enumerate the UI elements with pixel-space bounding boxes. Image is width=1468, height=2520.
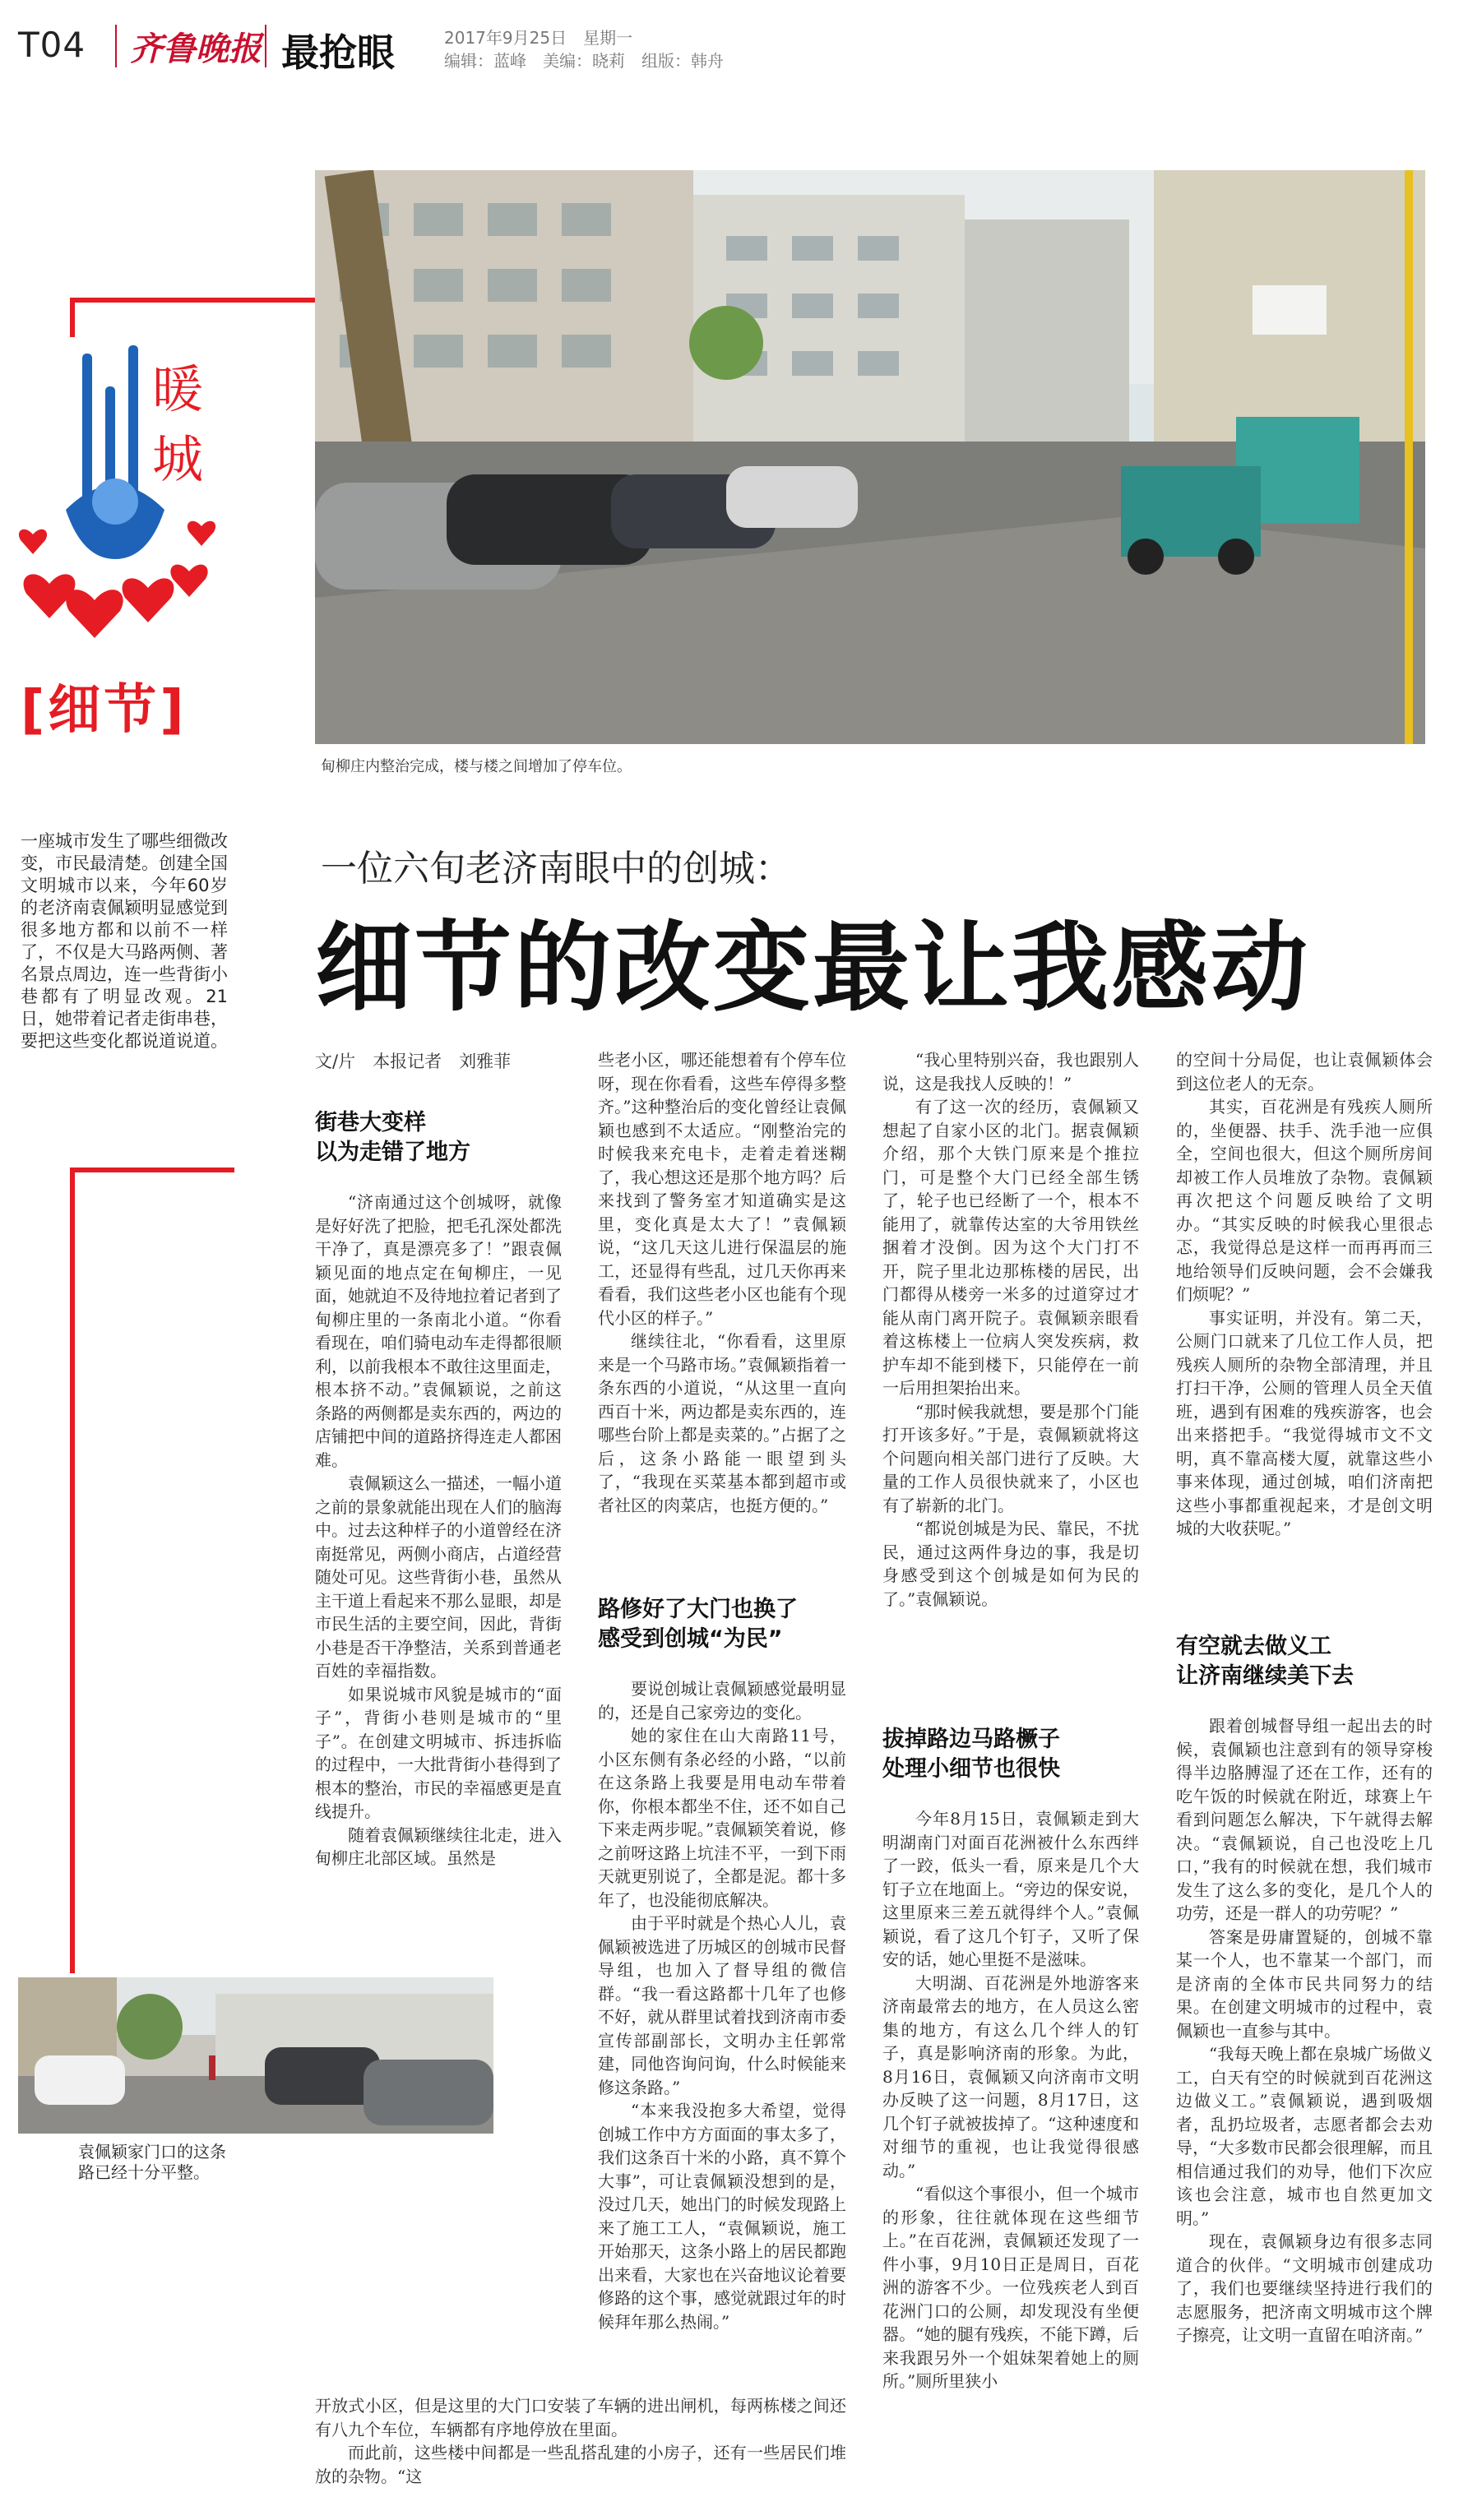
paragraph: 今年8月15日，袁佩颖走到大明湖南门对面百花洲被什么东西绊了一跤，低头一看，原来是几个大钉子立在地面上。“旁边的保安说，这里原来三差五就得绊个人。”袁佩颖说，看了这几个钉子，又听了保安的话，她心里挺不是滋味。 (882, 1809, 1139, 1969)
article-column (882, 1807, 1139, 2510)
subhead: 拔掉路边马路橛子 处理小细节也很快 (882, 1727, 1060, 1782)
paragraph: 其实，百花洲是有残疾人厕所的，坐便器、扶手、洗手池一应俱全，空间也很大，但这个厕所房间却被工作人员堆放了杂物。袁佩颖再次把这个问题反映给了文明办。“其实反映的时候我心里很忐忑，我觉得总是这样一而再再而三地给领导们反映问题，会不会嫌我们烦呢？” (1176, 1097, 1433, 1304)
paragraph: 继续往北，“你看看，这里原来是一个马路市场。”袁佩颖指着一条东西的小道说，“从这里一直向西百十米，两边都是卖东西的，连哪些台阶上都是卖菜的。”占据了之后，这条小路能一眼望到头了，“我现在买菜基本都到超市或者社区的肉菜店，也挺方便的。” (598, 1331, 846, 1515)
top-photo-caption: 甸柳庄内整治完成，楼与楼之间增加了停车位。 (321, 758, 632, 775)
frame-line (70, 298, 75, 337)
paragraph: “济南通过这个创城呀，就像是好好洗了把脸，把毛孔深处都洗干净了，真是漂亮多了！”跟袁佩颖见面的地点定在甸柳庄，一见面，她就迫不及待地拉着记者到了甸柳庄里的一条南北小道。“你看看现在，咱们骑电动车走得都很顺利，以前我根本不敢往这里面走，根本挤不动。”袁佩颖说，之前这条路的两侧都是卖东西的，两边的店铺把中间的道路挤得连走人都困难。 (315, 1192, 562, 1470)
paragraph: 而此前，这些楼中间都是一些乱搭乱建的小房子，还有一些居民们堆放的杂物。“这 (315, 2443, 846, 2486)
byline: 文/片 本报记者 刘雅菲 (315, 1052, 512, 1071)
section-title: 最抢眼 (281, 30, 395, 75)
header-divider (265, 25, 266, 67)
paragraph: 的空间十分局促，也让袁佩颖体会到这位老人的无奈。 (1176, 1050, 1433, 1094)
paragraph: 有了这一次的经历，袁佩颖又想起了自家小区的北门。据袁佩颖介绍，那个大铁门原来是个推拉门，可是整个大门已经全部生锈了，轮子也已经断了一个，根本不能用了，就靠传达室的大爷用铁丝捆着才没倒。因为这个大门打不开，院子里北边那栋楼的居民，出门都得从楼旁一米多的过道穿过才能从南门离开院子。袁佩颖亲眼看着这栋楼上一位病人突发疾病，救护车却不能到楼下，只能停在一前一后用担架抬出来。 (882, 1097, 1139, 1398)
paragraph: 答案是毋庸置疑的，创城不靠某一个人，也不靠某一个部门，而是济南的全体市民共同努力的结果。在创建文明城市的过程中，袁佩颖也一直参与其中。 (1176, 1926, 1433, 2041)
staff-credits: 编辑：蓝峰 美编：晓莉 组版：韩舟 (444, 51, 724, 71)
bottom-photo (18, 1977, 493, 2134)
paragraph: “我心里特别兴奋，我也跟别人说，这是我找人反映的！” (882, 1050, 1139, 1094)
paragraph: 大明湖、百花洲是外地游客来济南最常去的地方，在人员这么密集的地方，有这么几个绊人的钉子，真是影响济南的形象。为此，8月16日，袁佩颖又向济南市文明办反映了这一问题，8月17日，这几个钉子就被拔掉了。“这种速度和对细节的重视，也让我觉得很感动。” (882, 1972, 1139, 2180)
paragraph: 由于平时就是个热心人儿，袁佩颖被选进了历城区的创城市民督导组，也加入了督导组的微信群。“我一看这路都十几年了也修不好，就从群里试着找到济南市委宣传部副部长，文明办主任郭常建，同他咨询问询，什么时候能来修这条路。” (598, 1913, 846, 2097)
article-column (598, 1677, 846, 2393)
subhead: 街巷大变样 以为走错了地方 (315, 1110, 470, 1165)
subhead: 路修好了大门也换了 感受到创城“为民” (598, 1597, 798, 1652)
headline-kicker: 一位六旬老济南眼中的创城： (321, 848, 791, 890)
newspaper-name: 齐鲁晚报 (130, 30, 262, 68)
article-column (315, 1191, 562, 1980)
paragraph: 跟着创城督导组一起出去的时候，袁佩颖也注意到有的领导穿梭得半边胳膊湿了还在工作，还有的吃午饭的时候就在附近，球赛上午看到问题怎么解决，下午就得去解决。“袁佩颖说，自己也没吃上几口，”我有的时候就在想，我们城市发生了这么多的变化，是几个人的功劳，还是一群人的功劳呢？” (1176, 1716, 1433, 1923)
paragraph: 袁佩颖这么一描述，一幅小道之前的景象就能出现在人们的脑海中。过去这种样子的小道曾经在济南挺常见，两侧小商店，占道经营随处可见。这些背街小巷，虽然从主干道上看起来不那么显眼，却是市民生活的主要空间，因此，背街小巷是否干净整洁，关系到普通老百姓的幸福指数。 (315, 1473, 562, 1681)
paragraph: 事实证明，并没有。第二天，公厕门口就来了几位工作人员，把残疾人厕所的杂物全部清理，并且打扫干净，公厕的管理人员全天值班，遇到有困难的残疾游客，也会出来搭把手。“我觉得城市文不文明，真不靠高楼大厦，就靠这些小事来体现，通过创城，咱们济南把这些小事都重视起来，才是创文明城的大收获呢。” (1176, 1307, 1433, 1538)
article-column (1176, 1714, 1433, 2510)
paragraph: “看似这个事很小，但一个城市的形象，往往就体现在这些细节上。”在百花洲，袁佩颖还发现了一件小事，9月10日正是周日，百花洲的游客不少。一位残疾老人到百花洲门口的公厕，却发现没有坐便器。“她的腿有残疾，不能下蹲，后来我跟另外一个姐妹架着她上的厕所。”厕所里狭小 (882, 2184, 1139, 2391)
column-name: [细节] (21, 680, 188, 741)
paragraph: 如果说城市风貌是城市的“面子”，背街小巷则是城市的“里子”。在创建文明城市、拆违拆临的过程中，一大批背街小巷得到了根本的整治，市民的幸福感更是直线提升。 (315, 1684, 562, 1821)
badge-text-2: 城 (152, 429, 204, 489)
paragraph: 要说创城让袁佩颖感觉最明显的，还是自己家旁边的变化。 (598, 1679, 846, 1722)
subhead: 有空就去做义工 让济南继续美下去 (1176, 1634, 1354, 1689)
paragraph: 随着袁佩颖继续往北走，进入甸柳庄北部区域。虽然是 (315, 1824, 562, 1868)
bottom-photo-caption: 袁佩颖家门口的这条路已经十分平整。 (78, 2142, 226, 2182)
article-column (315, 2394, 846, 2509)
top-photo (315, 170, 1425, 744)
intro-paragraph: 一座城市发生了哪些细微改变，市民最清楚。创建全国文明城市以来，今年60岁的老济南袁佩颖明显感觉到很多地方都和以前不一样了，不仅是大马路两侧、著名景点周边，连一些背街小巷都有了明显改观。21日，她带着记者走街串巷，要把这些变化都说道说道。 (21, 831, 228, 1051)
article-column (1176, 1048, 1433, 1632)
headline: 细节的改变最让我感动 (315, 911, 1311, 1024)
paragraph: 她的家住在山大南路11号，小区东侧有条必经的小路，“以前在这条路上我要是用电动车带着你，你根本都坐不住，还不如自己下来走两步呢。”袁佩颖笑着说，修之前呀这路上坑洼不平，一到下雨天就更别说了，全都是泥。都十多年了，也没能彻底解决。 (598, 1726, 846, 1910)
paragraph: “我每天晚上都在泉城广场做义工，白天有空的时候就到百花洲这边做义工。”袁佩颖说，遇到吸烟者，乱扔垃圾者，志愿者都会去劝导，“大多数市民都会很理解，而且相信通过我们的劝导，他们下次应该也会注意，城市也自然更加文明。” (1176, 2044, 1433, 2228)
frame-line (70, 1168, 75, 1973)
badge-text-1: 暖 (152, 359, 204, 419)
issue-date: 2017年9月25日 星期一 (444, 28, 633, 48)
page-number: T04 (18, 25, 86, 65)
column-badge-logo (16, 337, 218, 658)
article-column (598, 1048, 846, 1574)
paragraph: “都说创城是为民、靠民，不扰民，通过这两件身边的事，我是切身感受到这个创城是如何为民的了。”袁佩颖说。 (882, 1519, 1139, 1609)
paragraph: 现在，袁佩颖身边有很多志同道合的伙伴。“文明城市创建成功了，我们也要继续坚持进行我们的志愿服务，把济南文明城市这个牌子擦亮，让文明一直留在咱济南。” (1176, 2231, 1433, 2345)
paragraph: “那时候我就想，要是那个门能打开该多好。”于是，袁佩颖就将这个问题向相关部门进行了反映。大量的工作人员很快就来了，小区也有了崭新的北门。 (882, 1401, 1139, 1515)
frame-line (70, 298, 315, 303)
frame-line (70, 1168, 234, 1172)
header-divider (115, 25, 117, 67)
paragraph: 些老小区，哪还能想着有个停车位呀，现在你看看，这些车停得多整齐。”这种整治后的变化曾经让袁佩颖也感到不太适应。“刚整治完的时候我来充电卡，走着走着迷糊了，我心想这还是那个地方吗？后来找到了警务室才知道确实是这里，变化真是太大了！”袁佩颖说，“这几天这儿进行保温层的施工，还显得有些乱，过几天你再来看看，我们这些老小区也能有个现代小区的样子。” (598, 1050, 846, 1328)
paragraph: “本来我没抱多大希望，觉得创城工作中方方面面的事太多了，我们这条百十米的小路，真不算个大事”，可让袁佩颖没想到的是，没过几天，她出门的时候发现路上来了施工工人，“袁佩颖说，施工开始那天，这条小路上的居民都跑出来看，大家也在兴奋地议论着要修路的这个事，感觉就跟过年的时候拜年那么热闹。” (598, 2101, 846, 2332)
paragraph: 开放式小区，但是这里的大门口安装了车辆的进出闸机，每两栋楼之间还有八九个车位，车辆都有序地停放在里面。 (315, 2396, 846, 2439)
